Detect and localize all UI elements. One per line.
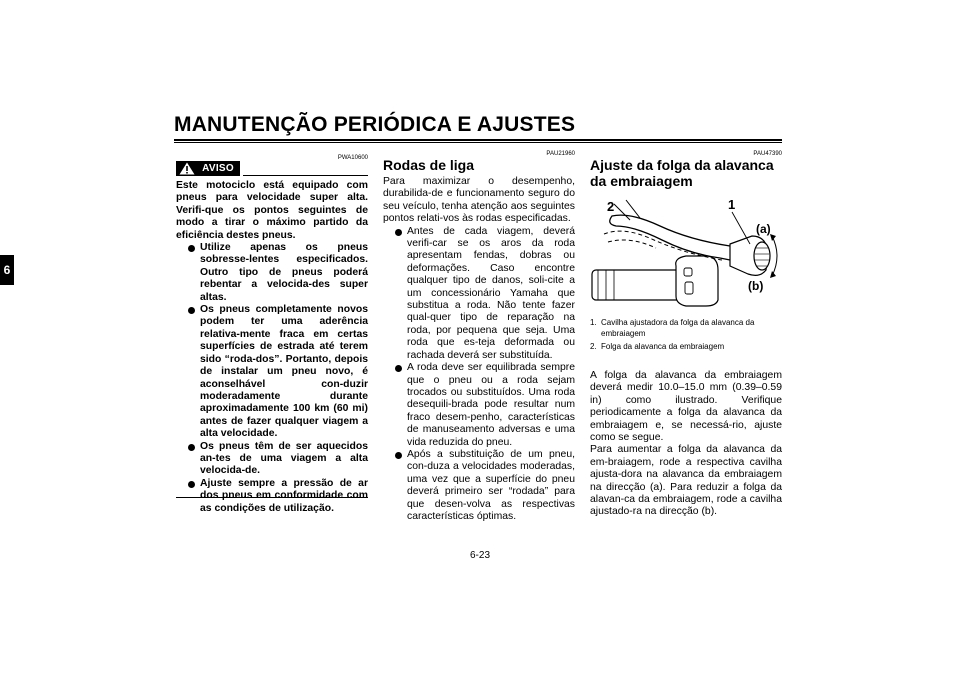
caption-item <box>590 318 782 339</box>
bullet-icon <box>395 452 402 459</box>
wheels-section <box>383 157 575 523</box>
list-item-text: Utilize apenas os pneus sobresse-lentes especificados. Outro tipo de pneus poderá rebentar a velocida-des super altas. <box>200 242 368 303</box>
clutch-code: PAU47390 <box>753 151 782 157</box>
bullet-icon <box>395 365 402 372</box>
warning-intro: Este motociclo está equipado com pneus para velocidade super alta. Verifi-que os pontos seguintes de modo a tirar o máximo partido da eficiência destes pneus. <box>176 180 368 241</box>
figure-label-1: 1 <box>728 197 736 212</box>
figure-label-a: (a) <box>756 222 771 236</box>
list-item-text: A roda deve ser equilibrada sempre que o pneu ou a roda sejam trocados ou substituídos. Uma roda desequili-brada pode resultar num fraco desem-penho, características de manuseamento adversas e uma vida reduzida do pneu. <box>407 362 575 448</box>
figure-label-b: (b) <box>748 279 764 293</box>
wheels-code: PAU21960 <box>546 151 575 157</box>
list-item-text: Os pneus completamente novos podem ter uma aderência relativa-mente fraca em certas superfícies de estrada até terem sido “roda-dos”. Portanto, depois de instalar um pneu novo, é aconselhável con-duzir moderadamente durante aproximadamente 100 km (60 mi) antes de fazer qualquer viagem a alta velocidade. <box>200 304 368 440</box>
list-item <box>176 242 368 304</box>
caption-num: 2. <box>590 342 597 351</box>
list-item <box>383 449 575 523</box>
clutch-title: Ajuste da folga da alavanca da embraiagem <box>590 157 774 189</box>
warning-badge: AVISO <box>176 161 240 176</box>
wheels-list <box>383 226 575 524</box>
warning-rule <box>243 175 368 176</box>
clutch-section <box>590 157 782 192</box>
chapter-tab: 6 <box>0 255 14 285</box>
warning-triangle-icon <box>179 162 195 175</box>
clutch-body <box>590 370 782 519</box>
list-item-text: Antes de cada viagem, deverá verifi-car se os aros da roda apresentam fendas, dobras ou deformações. Caso encontre qualquer tipo de danos, soli-cite a um concessionário Yamaha que substitua a roda. Não tente fazer qual-quer tipo de reparação na roda, por pequena que seja. Uma roda que es-teja deformada ou rachada deverá ser substituída. <box>407 225 575 361</box>
wheels-intro: Para maximizar o desempenho, durabilida-de e funcionamento seguro do seu veículo, tenha atenção aos seguintes pontos relati-vos às rodas especificadas. <box>383 176 575 225</box>
bullet-icon <box>188 444 195 451</box>
clutch-para-1: A folga da alavanca da embraiagem deverá medir 10.0–15.0 mm (0.39–0.59 in) como ilustrado. Verifique periodicamente a folga da alavanca da embraiagem e, se necessá-rio, ajuste como se segue. <box>590 370 782 444</box>
bullet-icon <box>188 245 195 252</box>
caption-text: Folga da alavanca da embraiagem <box>601 342 725 351</box>
warning-code: PWA10600 <box>337 155 368 161</box>
list-item <box>176 304 368 440</box>
list-item-text: Os pneus têm de ser aquecidos an-tes de uma viagem a alta velocida-de. <box>200 440 368 477</box>
title-rule <box>174 139 782 141</box>
figure-label-2: 2 <box>607 199 615 214</box>
bullet-icon <box>188 307 195 314</box>
warning-end-rule <box>176 497 368 498</box>
wheels-title: Rodas de liga <box>383 157 475 173</box>
list-item <box>383 226 575 362</box>
clutch-para-2: Para aumentar a folga da alavanca da em-braiagem, rode a respectiva cavilha ajusta-dora na alavanca da embraiagem na direcção (a). Para reduzir a folga da alavan-ca da embraiagem, rode a cavilha ajustado-ra na direcção (b). <box>590 444 782 518</box>
list-item-text: Após a substituição de um pneu, con-duza a velocidades moderadas, uma vez que a superfície do pneu deverá primeiro ser “rodada” para que desen-volva as respectivas características óptimas. <box>407 448 575 522</box>
warning-body <box>176 180 368 515</box>
page-title: MANUTENÇÃO PERIÓDICA E AJUSTES <box>174 113 576 136</box>
title-rule-thin <box>174 142 782 143</box>
page-number: 6-23 <box>469 550 490 561</box>
list-item-text: Ajuste sempre a pressão de ar dos pneus em conformidade com as condições de utilização. <box>200 477 368 514</box>
bullet-icon <box>188 481 195 488</box>
caption-text: Cavilha ajustadora da folga da alavanca da embraiagem <box>601 318 755 338</box>
list-item <box>176 441 368 478</box>
warning-list <box>176 242 368 515</box>
list-item <box>383 362 575 449</box>
caption-num: 1. <box>590 318 597 327</box>
bullet-icon <box>395 229 402 236</box>
caption-item <box>590 342 782 353</box>
figure-caption <box>590 318 782 353</box>
